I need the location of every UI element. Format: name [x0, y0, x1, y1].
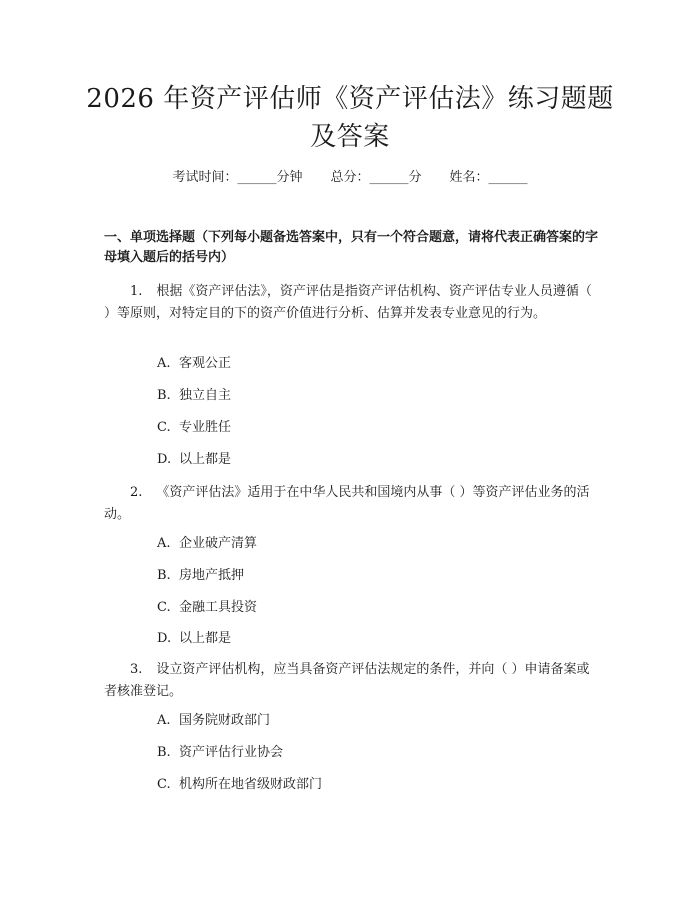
question-1-option-c: [157, 418, 231, 438]
option-text: 金融工具投资: [179, 600, 258, 615]
question-number: 2.: [130, 485, 143, 500]
section-heading: 一、单项选择题（下列每小题备选答案中，只有一个符合题意，请将代表正确答案的字母填入题后的括号内）: [104, 230, 599, 265]
option-letter: B.: [157, 745, 171, 760]
option-letter: A.: [157, 356, 171, 371]
title-line-2: 及答案: [310, 122, 390, 152]
question-2-option-c: [157, 598, 257, 618]
option-text: 独立自主: [179, 388, 232, 403]
question-text: 设立资产评估机构，应当具备资产评估法规定的条件，并向（ ）申请备案或者核准登记。: [104, 662, 590, 699]
question-text: 根据《资产评估法》，资产评估是指资产评估机构、资产评估专业人员遵循（ ）等原则，对特定目的下的资产价值进行分析、估算并发表专业意见的行为。: [104, 284, 592, 321]
exam-time-unit: 分钟: [276, 170, 303, 185]
question-2: [104, 482, 599, 526]
option-letter: A.: [157, 536, 171, 551]
option-text: 专业胜任: [179, 420, 232, 435]
question-2-option-d: [157, 629, 231, 649]
question-number: 1.: [130, 284, 143, 299]
exam-time-label: 考试时间：: [172, 170, 238, 185]
question-number: 3.: [130, 662, 143, 677]
exam-meta: [0, 168, 700, 188]
question-1-option-d: [157, 450, 231, 470]
option-text: 以上都是: [179, 631, 232, 646]
question-3: [104, 659, 599, 703]
exam-time-blank: ______: [237, 170, 277, 185]
total-score-label: 总分：: [330, 170, 370, 185]
question-3-option-c: [157, 775, 322, 795]
question-1-option-a: [157, 354, 231, 374]
option-text: 机构所在地省级财政部门: [179, 777, 323, 792]
total-score-blank: ______: [369, 170, 409, 185]
title-line-1: 2026 年资产评估师《资产评估法》练习题题: [86, 84, 614, 114]
option-text: 客观公正: [179, 356, 232, 371]
question-2-option-a: [157, 534, 257, 554]
option-letter: A.: [157, 713, 171, 728]
option-letter: B.: [157, 568, 171, 583]
option-text: 资产评估行业协会: [179, 745, 284, 760]
question-text: 《资产评估法》适用于在中华人民共和国境内从事（ ）等资产评估业务的活动。: [104, 485, 590, 522]
question-3-option-b: [157, 743, 283, 763]
option-letter: C.: [157, 777, 171, 792]
question-1-option-b: [157, 386, 231, 406]
option-text: 国务院财政部门: [179, 713, 271, 728]
option-letter: C.: [157, 420, 171, 435]
name-label: 姓名：: [449, 170, 489, 185]
total-score-unit: 分: [408, 170, 422, 185]
option-letter: D.: [157, 631, 172, 646]
document-title: [80, 80, 620, 156]
option-text: 以上都是: [179, 452, 232, 467]
option-text: 企业破产清算: [179, 536, 258, 551]
option-text: 房地产抵押: [179, 568, 245, 583]
option-letter: C.: [157, 600, 171, 615]
name-blank: ______: [488, 170, 528, 185]
question-1: [104, 281, 599, 325]
question-3-option-a: [157, 711, 270, 731]
question-2-option-b: [157, 566, 244, 586]
option-letter: D.: [157, 452, 172, 467]
option-letter: B.: [157, 388, 171, 403]
